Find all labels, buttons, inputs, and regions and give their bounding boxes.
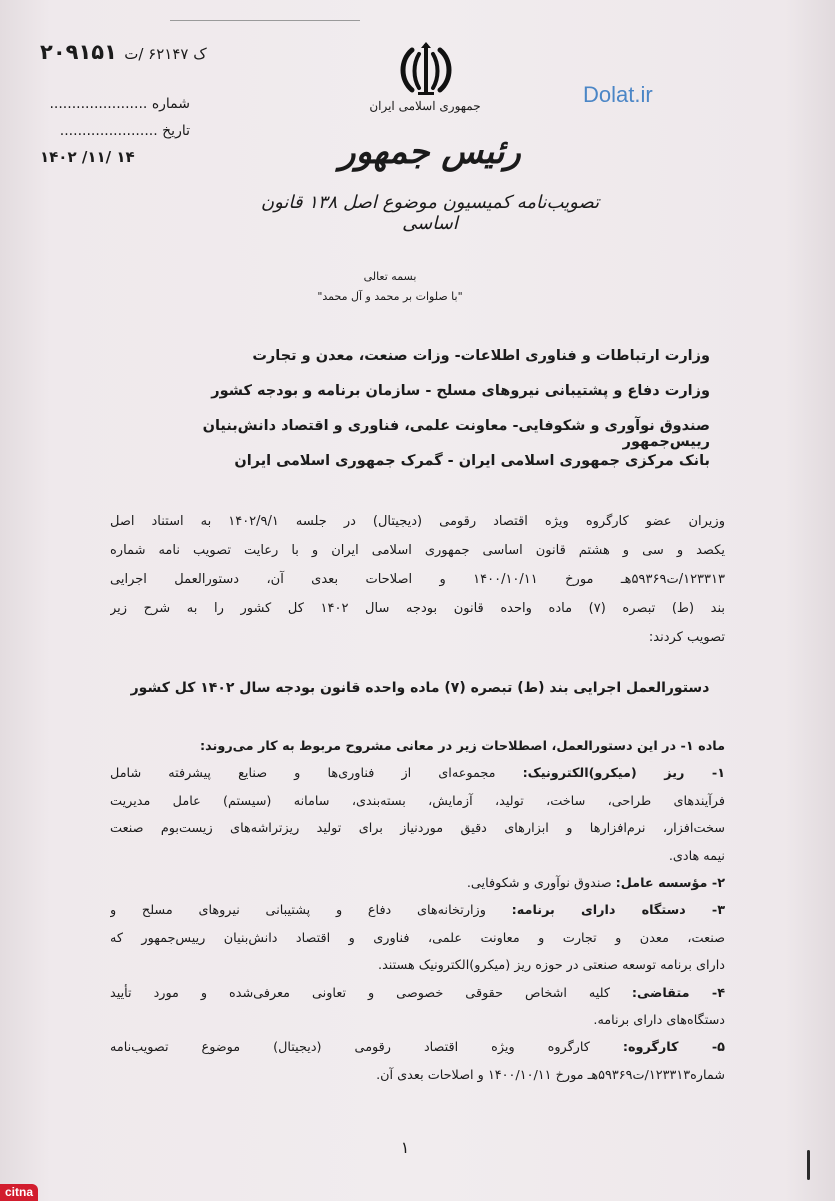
instruction-title: دستورالعمل اجرایی بند (ط) تبصره (۷) ماده واحده قانون بودجه سال ۱۴۰۲ کل کشور (130, 680, 710, 696)
definition-5-line: ۵- کارگروه: کارگروه ویژه اقتصاد رقومی (دیجیتال) موضوع تصویب‌نامه (110, 1040, 725, 1056)
definition-term: ۳- دستگاه دارای برنامه: (511, 903, 725, 919)
top-divider (170, 20, 360, 21)
date-label: تاریخ (162, 123, 190, 139)
intro-line: وزیران عضو کارگروه ویژه اقتصاد رقومی (دیجیتال) در جلسه ۱۴۰۲/۹/۱ به استناد اصل (110, 514, 725, 529)
definition-1-line: سخت‌افزار، نرم‌افزارها و ابزارهای دقیق موردنیاز برای تولید ریزتراشه‌های زیست‌بوم صنعت (110, 821, 725, 837)
definition-1-line: فرآیندهای طراحی، ساخت، تولید، آزمایش، بسته‌بندی، سامانه (سیستم) عامل مدیریت (110, 793, 725, 809)
salavat: "با صلوات بر محمد و آل محمد" (317, 290, 463, 303)
intro-line: بند (ط) تبصره (۷) ماده واحده قانون بودجه سال ۱۴۰۲ کل کشور را به شرح زیر (110, 601, 725, 616)
letter-date: ۱۴۰۲ /۱۱/ ۱۴ (40, 148, 135, 166)
number-field (40, 96, 190, 112)
letter-number-value: ۲۰۹۱۵۱ (40, 40, 117, 64)
edge-mark (807, 1150, 810, 1180)
basmala: بسمه تعالی (363, 270, 417, 283)
definition-4-line: ۴- متقاضی: کلیه اشخاص حقوقی خصوصی و تعاونی معرفی‌شده و مورد تأیید (110, 985, 725, 1001)
number-label: شماره (151, 96, 190, 112)
definition-1-line: نیمه هادی. (668, 848, 725, 864)
article-1 (110, 733, 725, 1089)
iran-emblem-icon (388, 42, 464, 98)
addressee-1: وزارت ارتباطات و فناوری اطلاعات- وزات صنعت، معدن و تجارت (252, 348, 710, 364)
date-dots: ...................... (59, 123, 158, 139)
definition-2-line: ۲- مؤسسه عامل: صندوق نوآوری و شکوفایی. (466, 875, 725, 891)
date-field (40, 123, 190, 139)
commission-title: تصویب‌نامه کمیسیون موضوع اصل ۱۳۸ قانون اساسی (260, 192, 600, 234)
page-number: ۱ (400, 1138, 410, 1157)
definition-term: ۵- کارگروه: (622, 1040, 725, 1056)
definition-1-line: ۱- ریز (میکرو)الکترونیک: مجموعه‌ای از فناوری‌ها و صنایع پیشرفته شامل (110, 766, 725, 782)
republic-label: جمهوری اسلامی ایران (369, 99, 481, 113)
article-1-heading: ماده ۱- در این دستورالعمل، اصطلاحات زیر در معانی مشروح مربوط به کار می‌روند: (200, 739, 725, 754)
definition-5-line: شماره۱۲۳۳۱۳/ت۵۹۳۶۹هـ مورخ ۱۴۰۰/۱۰/۱۱ و اصلاحات بعدی آن. (376, 1067, 725, 1083)
definition-3-line: دارای برنامه توسعه صنعتی در حوزه ریز (میکرو)الکترونیک هستند. (378, 958, 725, 974)
citna-logo: citna (0, 1184, 38, 1201)
addressee-3: صندوق نوآوری و شکوفایی- معاونت علمی، فناوری و اقتصاد دانش‌بنیان رییس‌جمهور (202, 418, 710, 450)
intro-line: ۱۲۳۳۱۳/ت۵۹۳۶۹هـ مورخ ۱۴۰۰/۱۰/۱۱ و اصلاحات بعدی آن، دستورالعمل اجرایی (110, 572, 725, 587)
number-dots: ...................... (49, 96, 148, 112)
intro-line: یکصد و سی و هشتم قانون اساسی جمهوری اسلامی ایران و با رعایت تصویب نامه شماره (110, 543, 725, 558)
letter-number (40, 40, 207, 64)
addressee-4: بانک مرکزی جمهوری اسلامی ایران - گمرک جمهوری اسلامی ایران (234, 453, 710, 469)
definition-term: ۱- ریز (میکرو)الکترونیک: (522, 766, 725, 782)
definition-term: ۴- متقاضی: (631, 985, 725, 1001)
definition-4-line: دستگاه‌های دارای برنامه. (593, 1012, 725, 1028)
definition-term: ۲- مؤسسه عامل: (615, 875, 725, 891)
president-title: رئیس جمهور (339, 132, 521, 172)
intro-line: تصویب کردند: (648, 630, 725, 645)
addressee-2: وزارت دفاع و پشتیبانی نیروهای مسلح - سازمان برنامه و بودجه کشور (211, 383, 710, 399)
dolat-watermark: Dolat.ir (583, 82, 653, 107)
definition-3-line: صنعت، معدن و تجارت و معاونت علمی، فناوری و اقتصاد دانش‌بنیان رییس‌جمهور که (110, 930, 725, 946)
definition-3-line: ۳- دستگاه دارای برنامه: وزارتخانه‌های دفاع و پشتیبانی نیروهای مسلح و (110, 903, 725, 919)
intro-paragraph (110, 507, 725, 652)
letter-ref: ک ۶۲۱۴۷ /ت (124, 45, 207, 63)
